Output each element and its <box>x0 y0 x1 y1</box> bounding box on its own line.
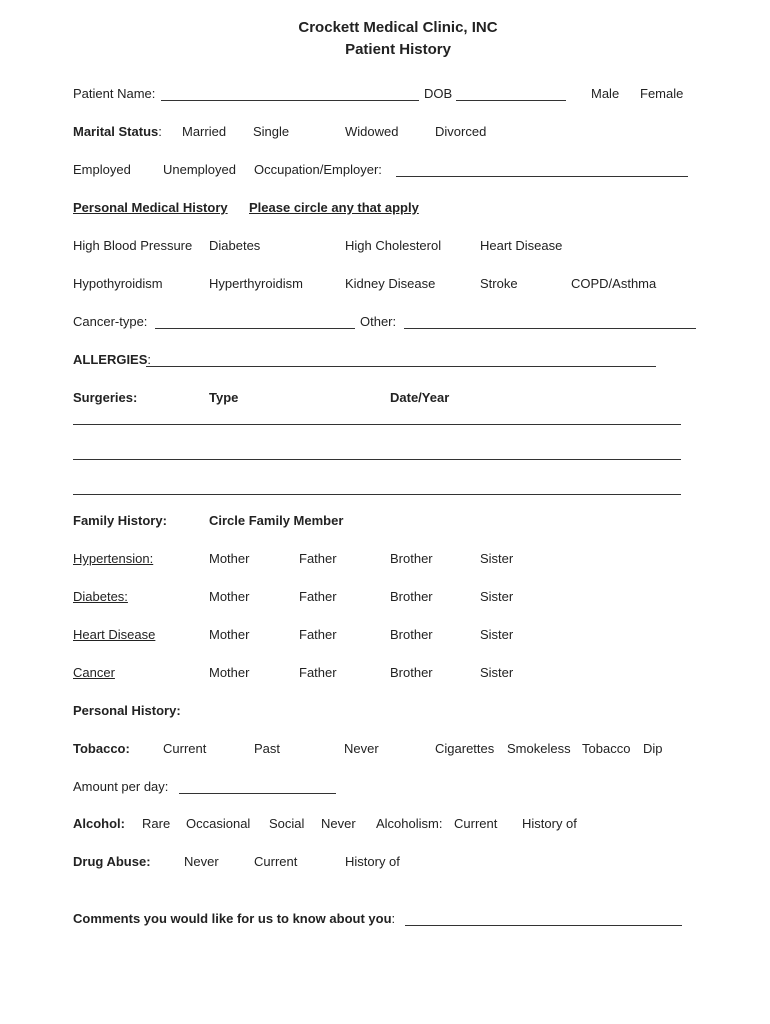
condition-hyperthyroidism[interactable]: Hyperthyroidism <box>209 276 303 291</box>
alcoholism-history[interactable]: History of <box>522 816 577 831</box>
tobacco-smokeless[interactable]: Smokeless <box>507 741 571 756</box>
family-condition-heart-disease: Heart Disease <box>73 627 156 642</box>
family-member-brother[interactable]: Brother <box>390 589 433 604</box>
marital-option-single[interactable]: Single <box>253 124 290 139</box>
tobacco-dip[interactable]: Dip <box>643 741 663 756</box>
cancer-type-field[interactable] <box>155 328 355 329</box>
tobacco-label: Tobacco: <box>73 741 130 756</box>
surgeries-date-header: Date/Year <box>390 390 450 405</box>
marital-option-married[interactable]: Married <box>182 124 227 139</box>
marital-status-text: Marital Status <box>73 124 159 139</box>
condition-kidney-disease[interactable]: Kidney Disease <box>345 276 436 291</box>
alcohol-never[interactable]: Never <box>321 816 356 831</box>
form-title: Patient History <box>345 41 451 58</box>
alcohol-occasional[interactable]: Occasional <box>186 816 251 831</box>
family-member-brother[interactable]: Brother <box>390 665 433 680</box>
family-member-father[interactable]: Father <box>299 589 337 604</box>
family-member-mother[interactable]: Mother <box>209 551 250 566</box>
family-member-sister[interactable]: Sister <box>480 551 514 566</box>
alcoholism-label: Alcoholism: <box>376 816 443 831</box>
tobacco-cigarettes[interactable]: Cigarettes <box>435 741 495 756</box>
other-label: Other: <box>360 314 397 329</box>
alcohol-social[interactable]: Social <box>269 816 305 831</box>
family-member-mother[interactable]: Mother <box>209 589 250 604</box>
employed-option[interactable]: Employed <box>73 162 131 177</box>
other-field[interactable] <box>404 328 696 329</box>
surgeries-label: Surgeries: <box>73 390 138 405</box>
tobacco-current[interactable]: Current <box>163 741 207 756</box>
tobacco-past[interactable]: Past <box>254 741 281 756</box>
surgeries-type-header: Type <box>209 390 239 405</box>
condition-stroke[interactable]: Stroke <box>480 276 518 291</box>
family-member-brother[interactable]: Brother <box>390 551 433 566</box>
cancer-type-label: Cancer-type: <box>73 314 148 329</box>
surgery-line-3[interactable] <box>73 494 681 495</box>
family-member-sister[interactable]: Sister <box>480 627 514 642</box>
family-member-mother[interactable]: Mother <box>209 627 250 642</box>
surgery-line-1[interactable] <box>73 424 681 425</box>
dob-field[interactable] <box>456 100 566 101</box>
amount-per-day-field[interactable] <box>179 793 336 794</box>
marital-option-widowed[interactable]: Widowed <box>345 124 399 139</box>
allergies-colon: : <box>147 352 152 367</box>
alcohol-label: Alcohol: <box>73 816 125 831</box>
condition-heart-disease[interactable]: Heart Disease <box>480 238 563 253</box>
marital-status-colon: : <box>158 124 162 139</box>
male-option[interactable]: Male <box>591 86 620 101</box>
family-condition-diabetes: Diabetes: <box>73 589 128 604</box>
family-member-father[interactable]: Father <box>299 627 337 642</box>
family-condition-cancer: Cancer <box>73 665 115 680</box>
condition-copd-asthma[interactable]: COPD/Asthma <box>571 276 657 291</box>
alcohol-rare[interactable]: Rare <box>142 816 171 831</box>
comments-label <box>73 911 395 927</box>
clinic-name: Crockett Medical Clinic, INC <box>298 19 498 36</box>
family-member-brother[interactable]: Brother <box>390 627 433 642</box>
medical-history-instruction: Please circle any that apply <box>249 200 419 215</box>
family-condition-hypertension: Hypertension: <box>73 551 154 566</box>
marital-option-divorced[interactable]: Divorced <box>435 124 487 139</box>
condition-high-cholesterol[interactable]: High Cholesterol <box>345 238 442 253</box>
drug-abuse-history[interactable]: History of <box>345 854 400 869</box>
allergies-text: ALLERGIES <box>73 352 148 367</box>
allergies-label <box>73 352 151 368</box>
alcoholism-current[interactable]: Current <box>454 816 498 831</box>
amount-per-day-label: Amount per day: <box>73 779 169 794</box>
medical-history-heading: Personal Medical History <box>73 200 228 215</box>
condition-diabetes[interactable]: Diabetes <box>209 238 261 253</box>
drug-abuse-current[interactable]: Current <box>254 854 298 869</box>
allergies-field[interactable] <box>146 366 656 367</box>
comments-text: Comments you would like for us to know about you <box>73 911 392 926</box>
patient-name-field[interactable] <box>161 100 419 101</box>
marital-status-label <box>73 124 162 140</box>
family-member-sister[interactable]: Sister <box>480 589 514 604</box>
family-member-father[interactable]: Father <box>299 551 337 566</box>
drug-abuse-label: Drug Abuse: <box>73 854 151 869</box>
family-member-father[interactable]: Father <box>299 665 337 680</box>
tobacco-never[interactable]: Never <box>344 741 379 756</box>
family-member-mother[interactable]: Mother <box>209 665 250 680</box>
comments-field[interactable] <box>405 925 682 926</box>
patient-name-label: Patient Name: <box>73 86 156 101</box>
comments-colon: : <box>391 911 396 926</box>
personal-history-label: Personal History: <box>73 703 181 718</box>
family-history-label: Family History: <box>73 513 167 528</box>
tobacco-tobacco[interactable]: Tobacco <box>582 741 631 756</box>
unemployed-option[interactable]: Unemployed <box>163 162 236 177</box>
female-option[interactable]: Female <box>640 86 684 101</box>
occupation-label: Occupation/Employer: <box>254 162 382 177</box>
dob-label: DOB <box>424 86 453 101</box>
condition-hypothyroidism[interactable]: Hypothyroidism <box>73 276 163 291</box>
drug-abuse-never[interactable]: Never <box>184 854 219 869</box>
family-member-sister[interactable]: Sister <box>480 665 514 680</box>
condition-high-blood-pressure[interactable]: High Blood Pressure <box>73 238 193 253</box>
occupation-field[interactable] <box>396 176 688 177</box>
surgery-line-2[interactable] <box>73 459 681 460</box>
family-history-instruction: Circle Family Member <box>209 513 344 528</box>
